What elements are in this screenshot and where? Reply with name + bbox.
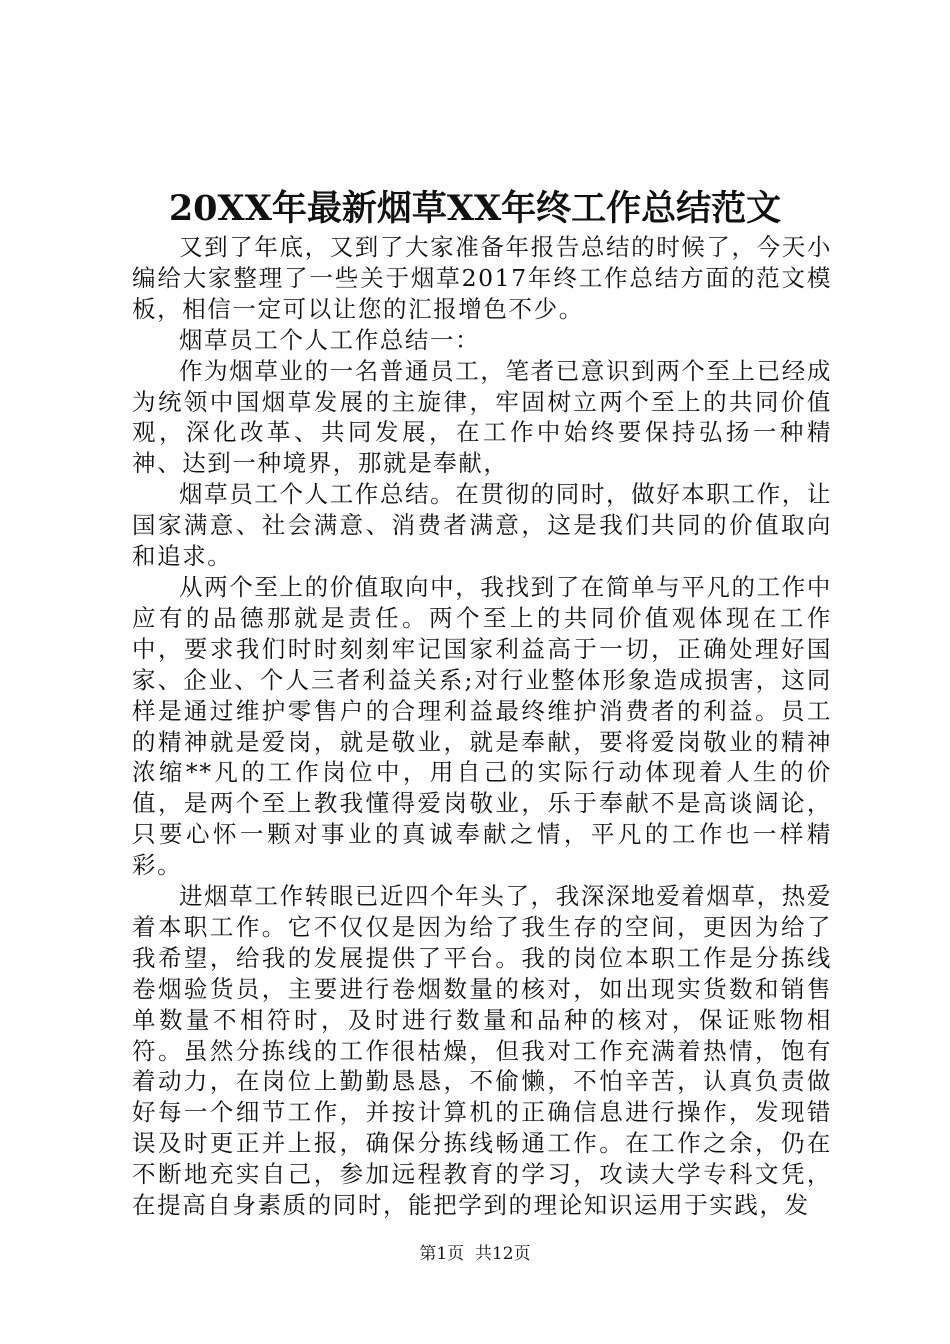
page-footer <box>0 1243 950 1265</box>
paragraph-intro: 又到了年底，又到了大家准备年报告总结的时候了，今天小编给大家整理了一些关于烟草2017年终工作总结方面的范文模板，相信一定可以让您的汇报增色不少。 <box>132 233 832 323</box>
paragraph-1: 作为烟草业的一名普通员工，笔者已意识到两个至上已经成为统领中国烟草发展的主旋律，牢固树立两个至上的共同价值观，深化改革、共同发展，在工作中始终要保持弘扬一种精神、达到一种境界，那就是奉献， <box>132 356 832 478</box>
paragraph-2: 烟草员工个人工作总结。在贯彻的同时，做好本职工作，让国家满意、社会满意、消费者满意，这是我们共同的价值取向和追求。 <box>132 480 832 571</box>
paragraph-section-heading: 烟草员工个人工作总结一： <box>179 325 481 354</box>
paragraph-3: 从两个至上的价值取向中，我找到了在简单与平凡的工作中应有的品德那就是责任。两个至上的共同价值观体现在工作中，要求我们时时刻刻牢记国家利益高于一切，正确处理好国家、企业、个人三者利益关系;对行业整体形象造成损害，这同样是通过维护零售户的合理利益最终维护消费者的利益。员工的精神就是爱岗，就是敬业，就是奉献，要将爱岗敬业的精神浓缩**凡的工作岗位中，用自己的实际行动体现着人生的价值，是两个至上教我懂得爱岗敬业，乐于奉献不是高谈阔论，只要心怀一颗对事业的真诚奉献之情，平凡的工作也一样精彩。 <box>132 572 832 880</box>
paragraph-4: 进烟草工作转眼已近四个年头了，我深深地爱着烟草，热爱着本职工作。它不仅仅是因为给了我生存的空间，更因为给了我希望，给我的发展提供了平台。我的岗位本职工作是分拣线卷烟验货员，主要进行卷烟数量的核对，如出现实货数和销售单数量不相符时，及时进行数量和品种的核对，保证账物相符。虽然分拣线的工作很枯燥，但我对工作充满着热情，饱有着动力，在岗位上勤勤恳恳，不偷懒，不怕辛苦，认真负责做好每一个细节工作，并按计算机的正确信息进行操作，发现错误及时更正并上报，确保分拣线畅通工作。在工作之余，仍在不断地充实自己，参加远程教育的学习，攻读大学专科文凭，在提高自身素质的同时，能把学到的理论知识运用于实践，发 <box>132 882 832 1220</box>
page-number: 第1页 共12页 <box>419 1244 531 1264</box>
document-body <box>132 232 832 1221</box>
document-title: 20XX年最新烟草XX年终工作总结范文 <box>168 188 782 229</box>
